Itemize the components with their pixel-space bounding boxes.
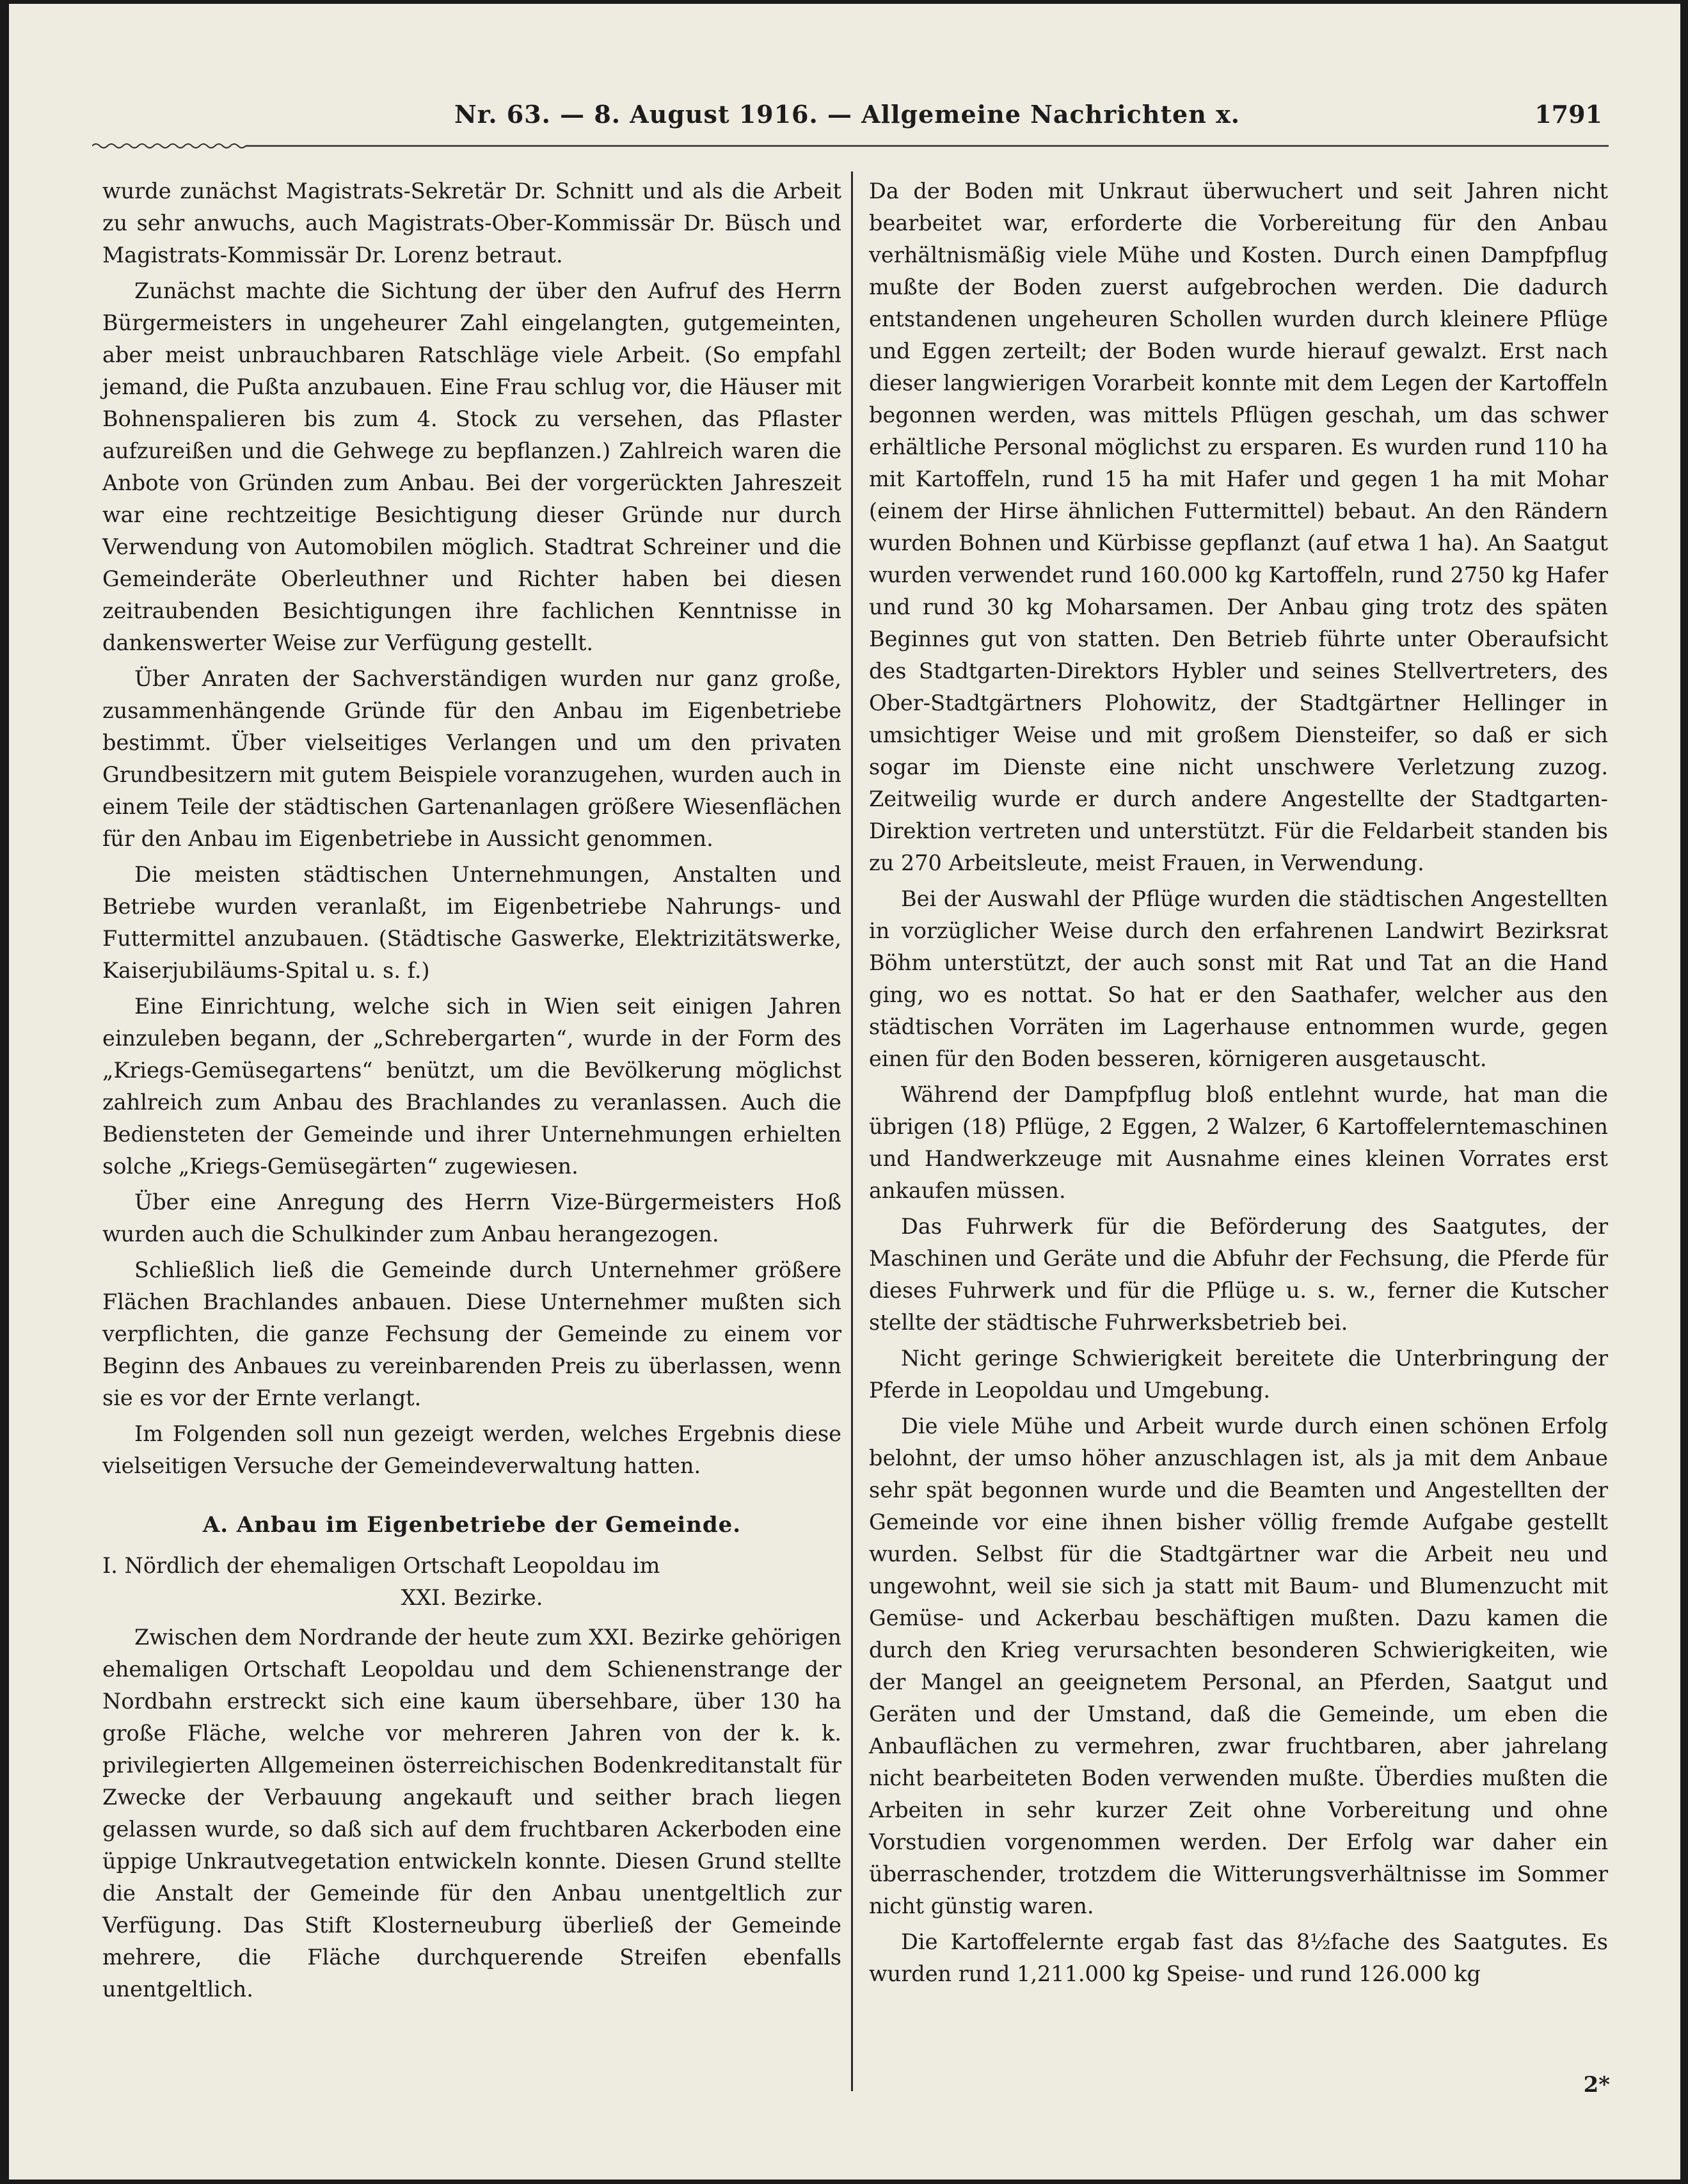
newspaper-page bbox=[9, 4, 1680, 2180]
section-heading: A. Anbau im Eigenbetriebe der Gemeinde. bbox=[202, 1512, 742, 1538]
sub-heading-line-2: XXI. Bezirke. bbox=[401, 1585, 543, 1610]
paragraph: Schließlich ließ die Gemeinde durch Unternehmer größere Flächen Brachlandes anbauen. Diese Unternehmer mußten sich verpflichten, die ganze Fechsung der Gemeinde zu einem vor Beginn des Anbaues zu vereinbarenden Preis zu überlassen, wenn sie es vor der Ernte verlangt. bbox=[102, 1257, 841, 1410]
left-column bbox=[102, 175, 841, 2005]
page-header bbox=[92, 100, 1602, 145]
paragraph: Nicht geringe Schwierigkeit bereitete die Unterbringung der Pferde in Leopoldau und Umgebung. bbox=[869, 1346, 1608, 1403]
signature-mark: 2* bbox=[1583, 2072, 1610, 2098]
paragraph: Über Anraten der Sachverständigen wurden nur ganz große, zusammenhängende Gründe für den Anbau im Eigenbetriebe bestimmt. Über vielseitiges Verlangen und um den privaten Grundbesitzern mit gutem Beispiele voranzugehen, wurden auch in einem Teile der städtischen Gartenanlagen größere Wiesenflächen für den Anbau im Eigenbetriebe in Aussicht genommen. bbox=[102, 666, 841, 851]
paragraph: Die Kartoffelernte ergab fast das 8½fache des Saatgutes. Es wurden rund 1,211.000 kg Speise- und rund 126.000 kg bbox=[869, 1929, 1608, 1986]
paragraph: wurde zunächst Magistrats-Sekretär Dr. Schnitt und als die Arbeit zu sehr anwuchs, auch Magistrats-Ober-Kommissär Dr. Büsch und Magistrats-Kommissär Dr. Lorenz betraut. bbox=[102, 179, 841, 267]
column-divider bbox=[851, 171, 853, 2091]
page-number: 1791 bbox=[1534, 100, 1602, 129]
paragraph: Bei der Auswahl der Pflüge wurden die städtischen Angestellten in vorzüglicher Weise durch den erfahrenen Landwirt Bezirksrat Böhm unterstützt, der auch sonst mit Rat und Tat an die Hand ging, wo es nottat. So hat er den Saathafer, welcher aus den städtischen Vorräten im Lagerhause entnommen wurde, gegen einen für den Boden besseren, körnigeren ausgetauscht. bbox=[869, 886, 1608, 1071]
paragraph: Zwischen dem Nordrande der heute zum XXI. Bezirke gehörigen ehemaligen Ortschaft Leopoldau und dem Schienenstrange der Nordbahn erstreckt sich eine kaum übersehbare, über 130 ha große Fläche, welche vor mehreren Jahren von der k. k. privilegierten Allgemeinen österreichischen Bodenkreditanstalt für Zwecke der Verbauung angekauft und seither brach liegen gelassen wurde, so daß sich auf dem fruchtbaren Ackerboden eine üppige Unkrautvegetation entwickeln konnte. Diesen Grund stellte die Anstalt der Gemeinde für den Anbau unentgeltlich zur Verfügung. Das Stift Klosterneuburg überließ der Gemeinde mehrere, die Fläche durchquerende Streifen ebenfalls unentgeltlich. bbox=[102, 1625, 841, 2002]
header-wavy-rule bbox=[92, 139, 1609, 152]
paragraph: Eine Einrichtung, welche sich in Wien seit einigen Jahren einzuleben begann, der „Schrebergarten“, wurde in der Form des „Kriegs-Gemüsegartens“ benützt, um die Bevölkerung möglichst zahlreich zum Anbau des Brachlandes zu veranlassen. Auch die Bediensteten der Gemeinde und ihrer Unternehmungen erhielten solche „Kriegs-Gemüsegärten“ zugewiesen. bbox=[102, 994, 841, 1179]
sub-heading-line-1: I. Nördlich der ehemaligen Ortschaft Leopoldau im bbox=[102, 1553, 660, 1578]
sub-heading bbox=[102, 1550, 841, 1614]
paragraph: Die viele Mühe und Arbeit wurde durch einen schönen Erfolg belohnt, der umso höher anzuschlagen ist, als ja mit dem Anbaue sehr spät begonnen wurde und die Beamten und Angestellten der Gemeinde vor eine ihnen bisher völlig fremde Aufgabe gestellt wurden. Selbst für die Stadtgärtner war die Arbeit neu und ungewohnt, weil sie sich ja statt mit Baum- und Blumenzucht mit Gemüse- und Ackerbau beschäftigen mußten. Dazu kamen die durch den Krieg verursachten besonderen Schwierigkeiten, wie der Mangel an geeignetem Personal, an Pferden, Saatgut und Geräten und der Umstand, daß die Gemeinde, um eben die Anbauflächen zu vermehren, zwar fruchtbaren, aber jahrelang nicht bearbeiteten Boden verwenden mußte. Überdies mußten die Arbeiten in sehr kurzer Zeit ohne Vorbereitung und ohne Vorstudien vorgenommen werden. Der Erfolg war daher ein überraschender, trotzdem die Witterungsverhältnisse im Sommer nicht günstig waren. bbox=[869, 1414, 1608, 1918]
paragraph: Im Folgenden soll nun gezeigt werden, welches Ergebnis diese vielseitigen Versuche der Gemeindeverwaltung hatten. bbox=[102, 1421, 841, 1478]
paragraph: Zunächst machte die Sichtung der über den Aufruf des Herrn Bürgermeisters in ungeheurer Zahl eingelangten, gutgemeinten, aber meist unbrauchbaren Ratschläge viele Arbeit. (So empfahl jemand, die Pußta anzubauen. Eine Frau schlug vor, die Häuser mit Bohnenspalieren bis zum 4. Stock zu versehen, das Pflaster aufzureißen und die Gehwege zu bepflanzen.) Zahlreich waren die Anbote von Gründen zum Anbau. Bei der vorgerückten Jahreszeit war eine rechtzeitige Besichtigung dieser Gründe nur durch Verwendung von Automobilen möglich. Stadtrat Schreiner und die Gemeinderäte Oberleuthner und Richter haben bei diesen zeitraubenden Besichtigungen ihre fachlichen Kenntnisse in dankenswerter Weise zur Verfügung gestellt. bbox=[102, 278, 841, 655]
right-column bbox=[869, 175, 1608, 1990]
paragraph: Über eine Anregung des Herrn Vize-Bürgermeisters Hoß wurden auch die Schulkinder zum Anbau herangezogen. bbox=[102, 1190, 841, 1247]
running-head: Nr. 63. — 8. August 1916. — Allgemeine Nachrichten x. bbox=[454, 100, 1240, 129]
paragraph: Die meisten städtischen Unternehmungen, Anstalten und Betriebe wurden veranlaßt, im Eigenbetriebe Nahrungs- und Futtermittel anzubauen. (Städtische Gaswerke, Elektrizitätswerke, Kaiserjubiläums-Spital u. s. f.) bbox=[102, 862, 841, 983]
paragraph: Da der Boden mit Unkraut überwuchert und seit Jahren nicht bearbeitet war, erforderte die Vorbereitung für den Anbau verhältnismäßig viele Mühe und Kosten. Durch einen Dampfpflug mußte der Boden zuerst aufgebrochen werden. Die dadurch entstandenen ungeheuren Schollen wurden durch kleinere Pflüge und Eggen zerteilt; der Boden wurde hierauf gewalzt. Erst nach dieser langwierigen Vorarbeit konnte mit dem Legen der Kartoffeln begonnen werden, was mittels Pflügen geschah, um das schwer erhältliche Personal möglichst zu ersparen. Es wurden rund 110 ha mit Kartoffeln, rund 15 ha mit Hafer und gegen 1 ha mit Mohar (einem der Hirse ähnlichen Futtermittel) bebaut. An den Rändern wurden Bohnen und Kürbisse gepflanzt (auf etwa 1 ha). An Saatgut wurden verwendet rund 160.000 kg Kartoffeln, rund 2750 kg Hafer und rund 30 kg Moharsamen. Der Anbau ging trotz des späten Beginnes gut von statten. Den Betrieb führte unter Oberaufsicht des Stadtgarten-Direktors Hybler und seines Stellvertreters, des Ober-Stadtgärtners Plohowitz, der Stadtgärtner Hellinger in umsichtiger Weise und mit großem Diensteifer, so daß er sich sogar im Dienste eine nicht unschwere Verletzung zuzog. Zeitweilig wurde er durch andere Angestellte der Stadtgarten-Direktion vertreten und unterstützt. Für die Feldarbeit standen bis zu 270 Arbeitsleute, meist Frauen, in Verwendung. bbox=[869, 179, 1608, 875]
paragraph: Das Fuhrwerk für die Beförderung des Saatgutes, der Maschinen und Geräte und die Abfuhr der Fechsung, die Pferde für dieses Fuhrwerk und für die Pflüge u. s. w., ferner die Kutscher stellte der städtische Fuhrwerksbetrieb bei. bbox=[869, 1214, 1608, 1335]
paragraph: Während der Dampfpflug bloß entlehnt wurde, hat man die übrigen (18) Pflüge, 2 Eggen, 2 Walzer, 6 Kartoffelerntemaschinen und Handwerkzeuge mit Ausnahme eines kleinen Vorrates erst ankaufen müssen. bbox=[869, 1082, 1608, 1203]
